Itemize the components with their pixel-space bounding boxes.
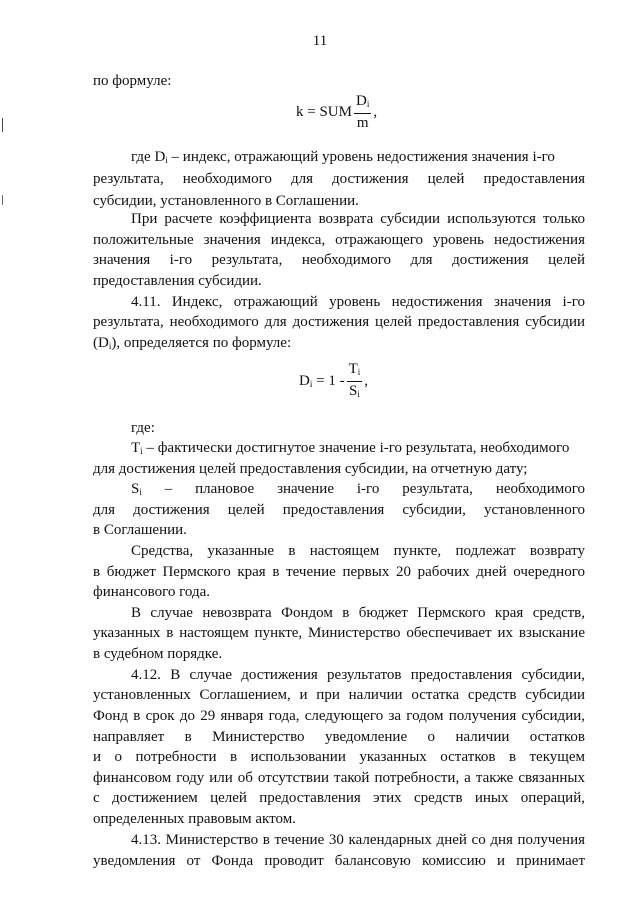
formula-di [299, 360, 368, 403]
text-line: $S_i$ – плановое значение i-го результата, необходимого [131, 481, 585, 497]
text-line: в Соглашении. [93, 522, 187, 538]
text-line: и о потребности в использовании указанных остатков в текущем [93, 749, 585, 765]
text-line: указанных в настоящем пункте, Министерство обеспечивает их взыскание [93, 625, 585, 641]
scan-margin-mark [2, 118, 3, 132]
text-line: финансового года. [93, 584, 211, 600]
text-line: в судебном порядке. [93, 646, 223, 662]
text-line: $(D_i)$, определяется по формуле: [93, 335, 292, 351]
text-line: финансовом году или об отсутствии такой потребности, а также связанных [93, 770, 585, 786]
text-line: с достижением целей предоставления этих средств иных операций, [93, 790, 585, 806]
text-line: В случае невозврата Фондом в бюджет Пермского края средств, [131, 605, 585, 621]
text-line: где: [131, 420, 155, 436]
text-line: субсидии, установленного в Соглашении. [93, 193, 359, 209]
fraction-denominator: $S_i$ [348, 383, 360, 399]
text-line: в бюджет Пермского края в течение первых 20 рабочих дней очередного [93, 564, 585, 580]
text-line: предоставления субсидии. [93, 273, 262, 289]
fraction-numerator: $D_i$ [354, 92, 371, 114]
fraction [354, 92, 371, 132]
text-line: где $D_i$ – индекс, отражающий уровень недостижения значения i-го [131, 149, 555, 165]
formula-lhs: $D_i = 1$ - [299, 373, 345, 389]
text-line: направляет в Министерство уведомление о наличии остатков [93, 729, 585, 745]
formula-lhs: k = SUM [296, 103, 352, 120]
text-line: 4.13. Министерство в течение 30 календарных дней со дня получения [131, 832, 585, 848]
text-line: 4.11. Индекс, отражающий уровень недостижения значения i-го [131, 294, 585, 310]
fraction-numerator: $T_i$ [347, 360, 363, 382]
page-number: 11 [312, 33, 328, 49]
text-line: по формуле: [93, 73, 172, 89]
text-line: результата, необходимого для достижения целей предоставления субсидии [93, 314, 585, 330]
text-line: для достижения целей предоставления субсидии, установленного [93, 502, 585, 518]
text-line: 4.12. В случае достижения результатов предоставления субсидии, [131, 667, 585, 683]
text-line: для достижения целей предоставления субсидии, на отчетную дату; [93, 461, 528, 477]
text-line: результата, необходимого для достижения целей предоставления [93, 171, 585, 187]
formula-tail: , [364, 373, 369, 389]
scan-margin-mark [2, 195, 3, 205]
text-line: уведомления от Фонда проводит балансовую комиссию и принимает [93, 853, 585, 869]
fraction-denominator: m [356, 115, 369, 131]
text-line: При расчете коэффициента возврата субсидии используются только [131, 211, 585, 227]
text-line: определенных правовым актом. [93, 811, 296, 827]
formula-tail: , [373, 103, 378, 120]
text-line: Фонд в срок до 29 января года, следующего за годом получения субсидии, [93, 708, 585, 724]
text-line: установленных Соглашением, и при наличии остатка средств субсидии [93, 687, 585, 703]
fraction [347, 360, 363, 403]
text-line: $T_i$ – фактически достигнутое значение i-го результата, необходимого [131, 440, 570, 456]
formula-k [296, 92, 377, 132]
text-line: Средства, указанные в настоящем пункте, подлежат возврату [131, 543, 585, 559]
text-line: значения i-го результата, необходимого для достижения целей [93, 252, 585, 268]
text-line: положительные значения индекса, отражающего уровень недостижения [93, 232, 585, 248]
